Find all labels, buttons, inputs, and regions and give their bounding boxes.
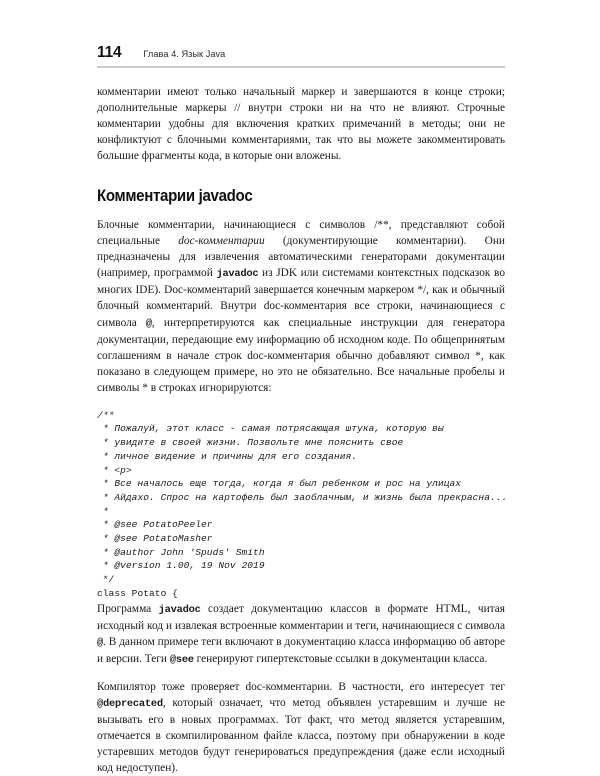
text-run: . В данном примере теги включают в документацию класса информацию об авторе и версии. Теги <box>97 635 505 665</box>
code-line: class Potato { <box>97 587 178 599</box>
code-line: * <box>97 505 109 517</box>
code-term-at-sign: @ <box>97 636 103 649</box>
paragraph-continuation: комментарии имеют только начальный маркер и завершаются в конце строки; дополнительные маркеры // внутри строки ни на что не влияют. Строчные комментарии удобны для включения кратких примечаний в методы; они не конфликтуют с блочными комментариями, так что вы можете закомментировать большие фрагменты кода, в которые они вложены. <box>97 86 505 163</box>
code-line: * @author John 'Spuds' Smith <box>97 546 265 558</box>
code-line: * @see PotatoPeeler <box>97 519 213 531</box>
paragraph-doc-comments-intro <box>97 217 505 396</box>
code-line: * Пожалуй, этот класс - самая потрясающая штука, которую вы <box>97 423 444 435</box>
code-line: * @version 1.00, 19 Nov 2019 <box>97 560 265 572</box>
code-line: */ <box>97 574 115 586</box>
chapter-title: Глава 4. Язык Java <box>143 49 226 59</box>
paragraph-javadoc-program <box>97 601 505 668</box>
text-run: Блочные комментарии, начинающиеся с символов /**, представляют собой специальные <box>97 219 505 248</box>
paragraph-compiler-deprecated <box>97 679 505 776</box>
code-term-javadoc: javadoc <box>216 268 259 281</box>
text-run: (документирующие комментарии). Они предназначены для извлечения автоматическими генераторами документации (например, программой <box>97 235 505 280</box>
code-line: * Айдахо. Спрос на картофель был заоблачным, и жизнь была прекрасна... <box>97 491 508 503</box>
code-term-deprecated-tag: @deprecated <box>97 697 163 710</box>
code-line: * @see PotatoMasher <box>97 533 213 545</box>
text-run: , который означает, что метод объявлен устаревшим и лучше не вызывать его в новых программах. Тот факт, что метод является устаревшим, отмечается в скомпилированном файле класса, поэтому при обнаружении в коде устаревших методов будут генерироваться предупреждения (даже если исходный код недоступен). <box>97 696 505 775</box>
code-line: /** <box>97 409 115 421</box>
page-number: 114 <box>97 44 122 61</box>
text-run: Компилятор тоже проверяет doc-комментарии. В частности, его интересует тег <box>97 680 505 693</box>
code-term-at-sign: @ <box>145 317 152 330</box>
text-run: Программа <box>97 602 159 615</box>
section-heading: Комментарии javadoc <box>97 187 253 206</box>
code-term-see-tag: @see <box>169 653 194 666</box>
code-term-javadoc: javadoc <box>158 603 201 616</box>
running-head <box>97 44 505 62</box>
code-line: * <p> <box>97 464 132 476</box>
text-run: создает документацию классов в формате HTML, читая исходный код и извлекая встроенные комментарии и теги, начинающиеся с символа <box>97 602 505 632</box>
code-line: * Все началось еще тогда, когда я был ребенком и рос на улицах <box>97 478 462 490</box>
header-rule <box>97 66 505 68</box>
text-run: , интерпретируются как специальные инструкции для генератора документации, передающие ему информацию об исходном коде. По общепринятым соглашениям в начале строк doc-комментария обычно добавляют символ *, как показано в следующем примере, но это не обязательно. Все начальные пробелы и символы * в строках игнорируются: <box>97 316 505 394</box>
code-line: * увидите в своей жизни. Позвольте мне пояснить свое <box>97 437 404 449</box>
text-column <box>97 84 508 776</box>
text-run: из JDK или системами контекстных подсказок во многих IDE). Doc-комментарий завершается конечным маркером */, как и обычный блочный комментарий. Внутри doc-комментария все строки, начинающиеся с символа <box>97 267 505 329</box>
italic-term-doc-comments: doc-комментарии <box>178 235 265 248</box>
text-run: генерируют гипертекстовые ссылки в документации класса. <box>193 652 488 665</box>
code-listing <box>97 409 508 601</box>
code-line: * личное видение и причины для его создания. <box>97 450 358 462</box>
